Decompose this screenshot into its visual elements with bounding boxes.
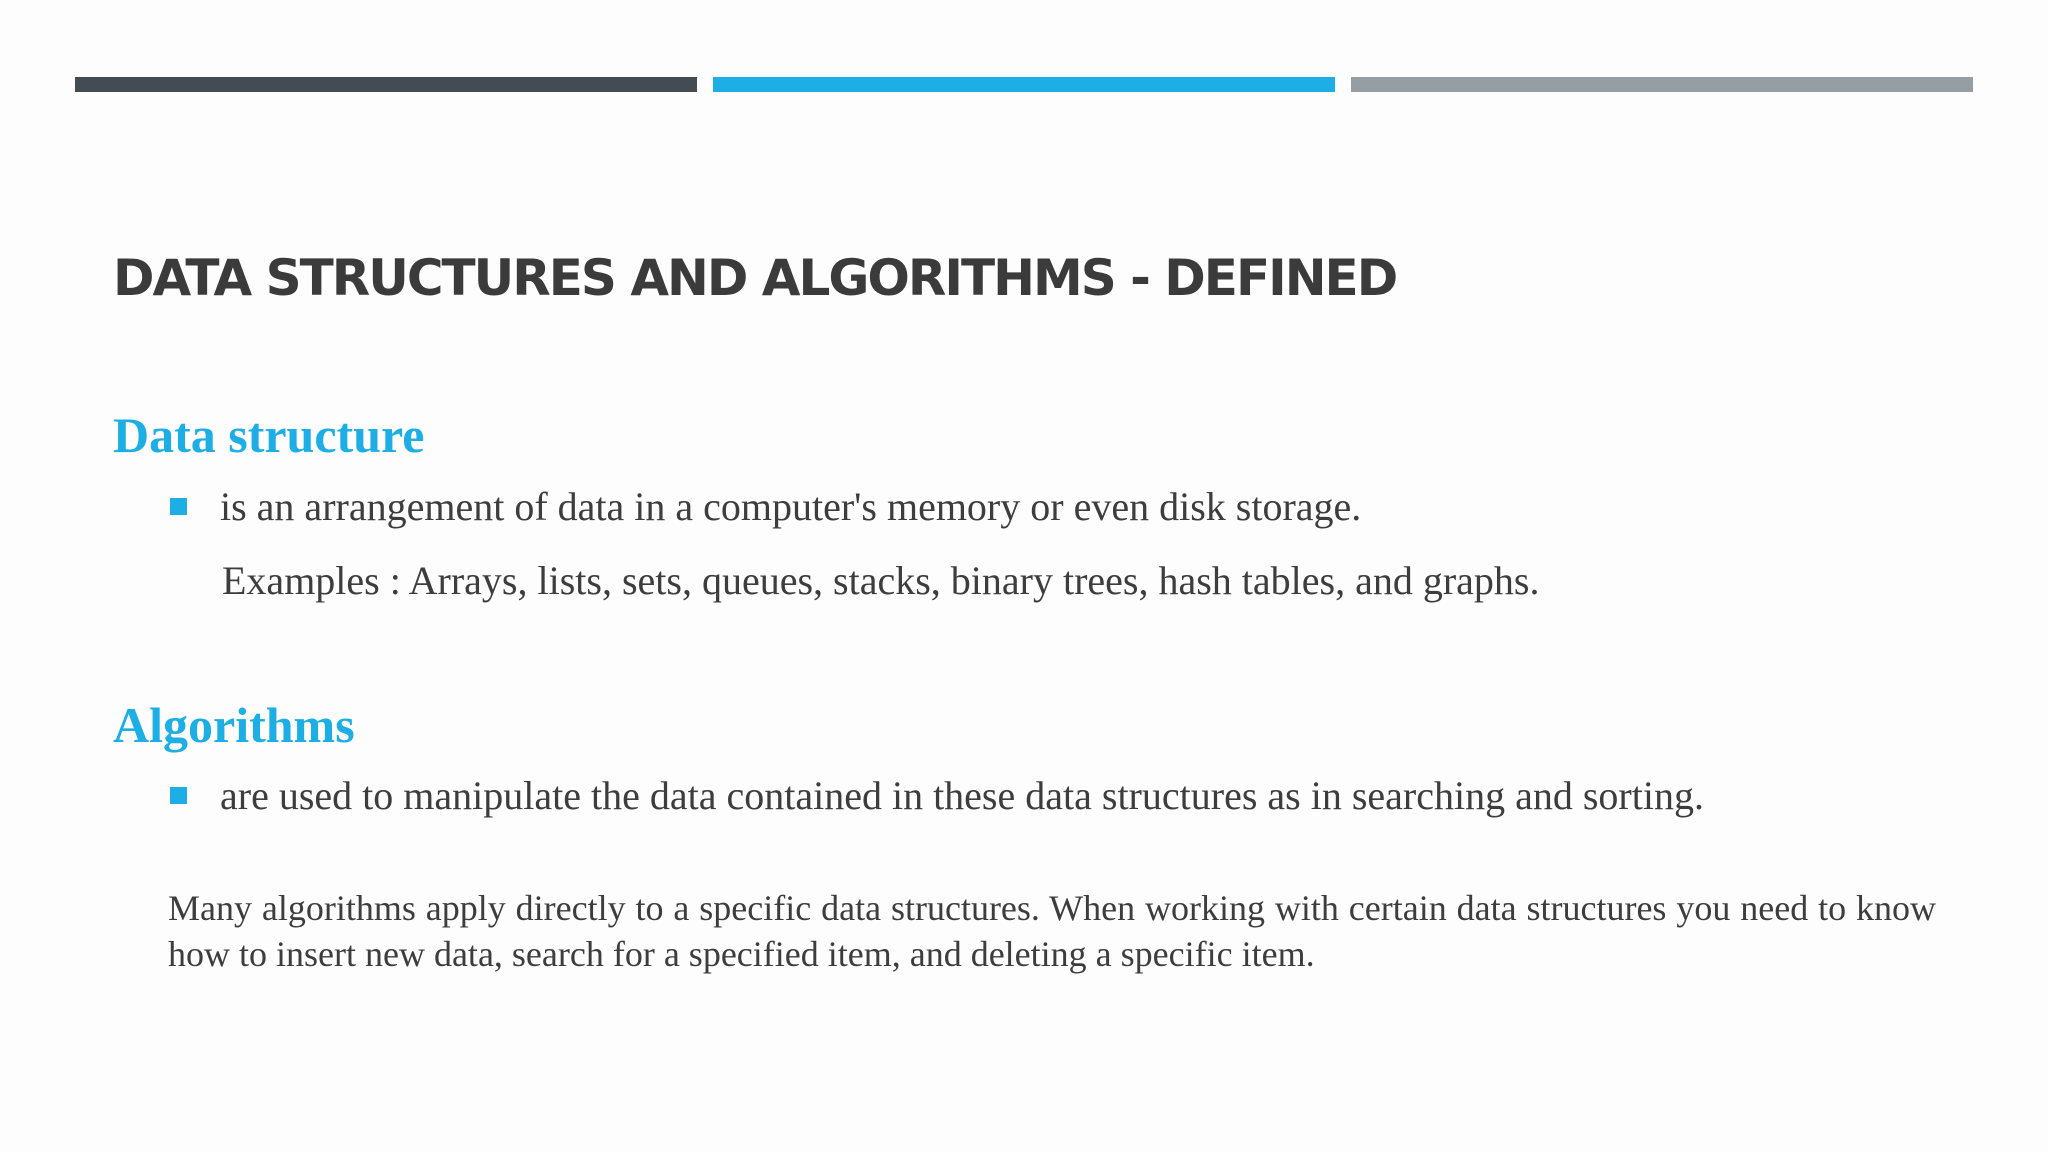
accent-bar-blue [713, 77, 1335, 92]
square-bullet-icon [170, 787, 187, 804]
accent-bar-dark [75, 77, 697, 92]
data-structure-heading: Data structure [113, 407, 425, 463]
summary-paragraph: Many algorithms apply directly to a specific data structures. When working with certain data structures you need to know how to insert new data, search for a specified item, and deleting a specific item. [168, 888, 1936, 974]
algorithms-definition: are used to manipulate the data contained in these data structures as in searching and sorting. [220, 773, 1704, 818]
accent-bar-gray [1351, 77, 1973, 92]
data-structure-definition: is an arrangement of data in a computer's memory or even disk storage. [220, 484, 1362, 529]
square-bullet-icon [170, 498, 187, 515]
algorithms-heading: Algorithms [113, 697, 355, 753]
slide-title: DATA STRUCTURES AND ALGORITHMS - DEFINED [113, 249, 1397, 307]
data-structure-examples: Examples : Arrays, lists, sets, queues, stacks, binary trees, hash tables, and graphs. [222, 558, 1540, 603]
